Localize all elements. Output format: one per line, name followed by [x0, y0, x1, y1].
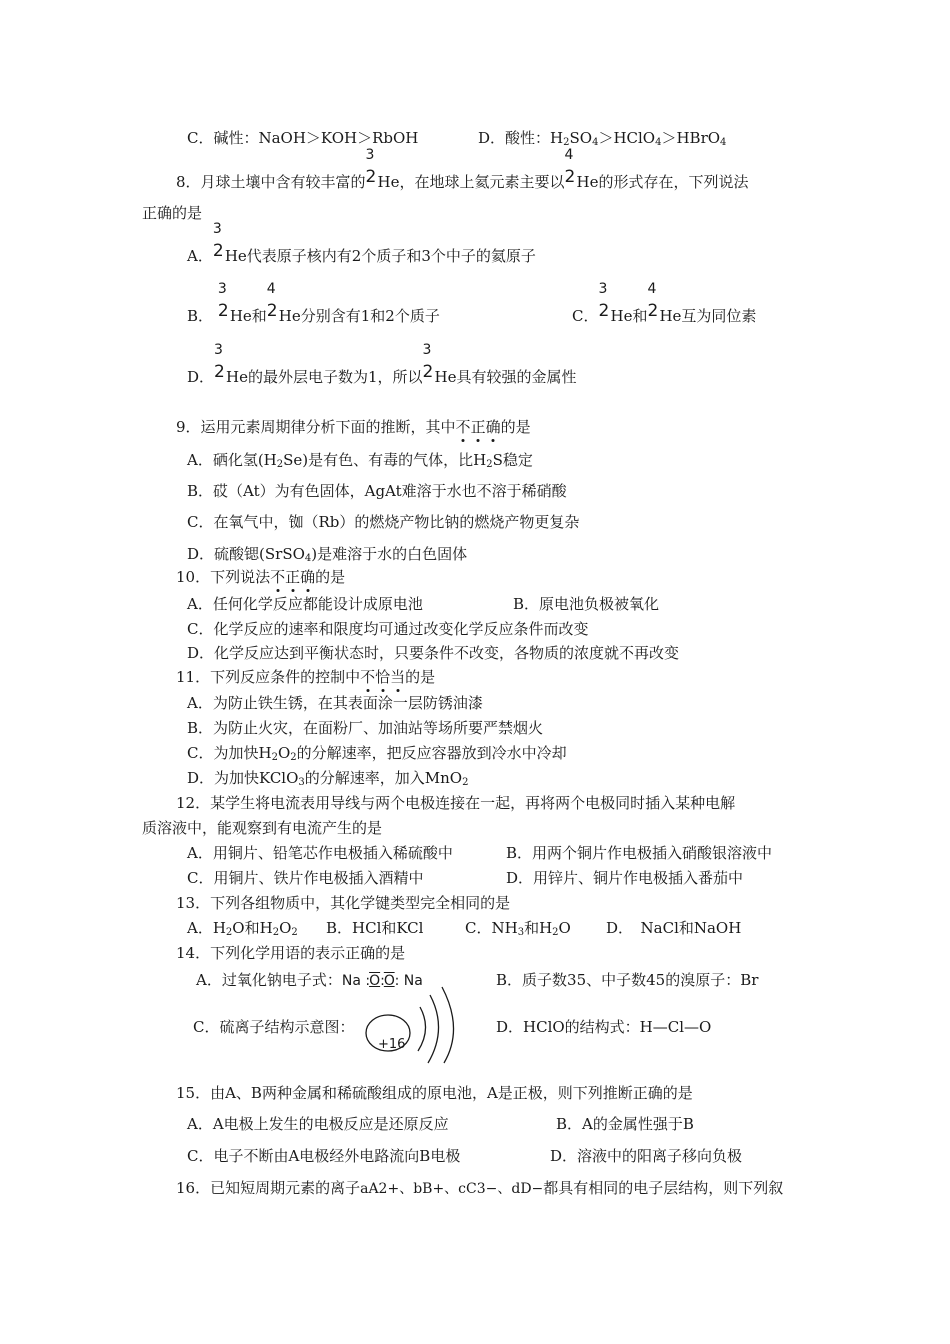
isotope-he3: 3 2: [214, 342, 225, 382]
q12-option-b: B．用两个铜片作电极插入硝酸银溶液中: [506, 844, 773, 862]
q11-option-b: B．为防止火灾，在面粉厂、加油站等场所要严禁烟火: [187, 719, 544, 737]
isotope-he4: 4 2: [564, 147, 576, 187]
q15-option-c: C．电子不断由A电极经外电路流向B电极: [187, 1147, 461, 1165]
sulfide-ion-diagram: [360, 985, 470, 1065]
electron-shell-3: [442, 987, 454, 1063]
nucleus-charge: +16: [378, 1037, 406, 1052]
q8-option-b: B． 3 2 He和 4 2 He分别含有1和2个质子: [187, 281, 440, 325]
q8-option-a: A． 3 2 He代表原子核内有2个质子和3个中子的氦原子: [187, 221, 536, 265]
q11-option-a: A．为防止铁生锈，在其表面涂一层防锈油漆: [187, 694, 483, 712]
q8-option-d: D． 3 2 He的最外层电子数为1，所以 3 2 He具有较强的金属性: [187, 342, 577, 386]
q12-stem: 12．某学生将电流表用导线与两个电极连接在一起，再将两个电极同时插入某种电解: [176, 794, 736, 812]
q13-stem: 13．下列各组物质中，其化学键类型完全相同的是: [176, 894, 511, 912]
q10-option-b: B．原电池负极被氧化: [513, 595, 660, 613]
q12-option-d: D．用锌片、铜片作电极插入番茄中: [506, 869, 744, 887]
q13-option-c: C．$NH_3$和$H_2O$: [465, 919, 571, 938]
q11-stem: 11．下列反应条件的控制中不恰当的是: [176, 668, 436, 686]
q16-stem: 16．已知短周期元素的离子aA2+、bB+、cC3−、dD−都具有相同的电子层结构，则下列叙: [176, 1179, 784, 1197]
q12-stem-cont: 质溶液中，能观察到有电流产生的是: [142, 819, 383, 837]
q15-option-d: D．溶液中的阳离子移向负极: [550, 1147, 743, 1165]
q14-stem: 14．下列化学用语的表示正确的是: [176, 944, 406, 962]
q10-stem: 10．下列说法不正确的是: [176, 568, 346, 586]
q11-option-d: D．为加快KClO$_3$的分解速率，加入MnO$_2$: [187, 769, 469, 788]
q14-option-c: C．硫离子结构示意图：: [193, 1018, 355, 1036]
isotope-he4: 4 2: [647, 281, 659, 321]
q12-option-c: C．用铜片、铁片作电极插入酒精中: [187, 869, 424, 887]
isotope-he3: 3 2: [212, 221, 224, 261]
q13-option-b: B．HCl和KCl: [326, 919, 424, 937]
q10-option-d: D．化学反应达到平衡状态时，只要条件不改变，各物质的浓度就不再改变: [187, 644, 680, 662]
q7-option-d: D．酸性：$H_2SO_4>HClO_4>HBrO_4$: [478, 129, 727, 148]
q11-option-c: C．为加快$H_2O_2$的分解速率，把反应容器放到冷水中冷却: [187, 744, 567, 763]
q14-option-d: D．HClO的结构式：H—Cl—O: [496, 1018, 712, 1036]
electron-shell-2: [428, 995, 439, 1063]
q8-stem: 8．月球土壤中含有较丰富的 3 2 He，在地球上氦元素主要以 4 2 He的形式存在，下列说法: [176, 147, 749, 191]
isotope-he4: 4 2: [266, 281, 278, 321]
electron-shell-1: [418, 1007, 426, 1051]
q12-option-a: A．用铜片、铅笔芯作电极插入稀硫酸中: [187, 844, 453, 862]
sodium-peroxide-lewis-structure: Na :O:O: Na: [341, 973, 423, 989]
q9-stem: 9．运用元素周期律分析下面的推断，其中不正确的是: [176, 418, 531, 436]
q8-option-c: C． 3 2 He和 4 2 He互为同位素: [572, 281, 757, 325]
q14-option-b: B．质子数35、中子数45的溴原子：Br: [496, 971, 759, 989]
q9-option-c: C．在氧气中，铷（Rb）的燃烧产物比钠的燃烧产物更复杂: [187, 513, 580, 531]
isotope-he3: 3 2: [217, 281, 229, 321]
q9-option-a: A．硒化氢$(H_2Se)$是有色、有毒的气体，比$H_2S$稳定: [187, 451, 533, 470]
q15-option-a: A．A电极上发生的电极反应是还原反应: [187, 1115, 449, 1133]
q13-option-a: A．$H_2O$和$H_2O_2$: [187, 919, 298, 938]
q10-option-a: A．任何化学反应都能设计成原电池: [187, 595, 423, 613]
q15-stem: 15．由A、B两种金属和稀硫酸组成的原电池，A是正极，则下列推断正确的是: [176, 1084, 693, 1102]
q15-option-b: B．A的金属性强于B: [556, 1115, 694, 1133]
q13-option-d: D． NaCl和NaOH: [606, 919, 742, 937]
q14-option-a: A．过氧化钠电子式：Na :O:O: Na: [196, 971, 423, 989]
q10-option-c: C．化学反应的速率和限度均可通过改变化学反应条件而改变: [187, 620, 589, 638]
isotope-he3: 3 2: [598, 281, 610, 321]
isotope-he3: 3 2: [422, 342, 434, 382]
q7-option-c: C．碱性：NaOH＞KOH＞RbOH: [187, 129, 419, 147]
isotope-he3: 3 2: [365, 147, 377, 187]
q9-option-d: D．硫酸锶(SrSO$_4$)是难溶于水的白色固体: [187, 545, 468, 564]
q8-stem-cont: 正确的是: [142, 204, 203, 222]
q9-option-b: B．砹（At）为有色固体，AgAt难溶于水也不溶于稀硝酸: [187, 482, 567, 500]
